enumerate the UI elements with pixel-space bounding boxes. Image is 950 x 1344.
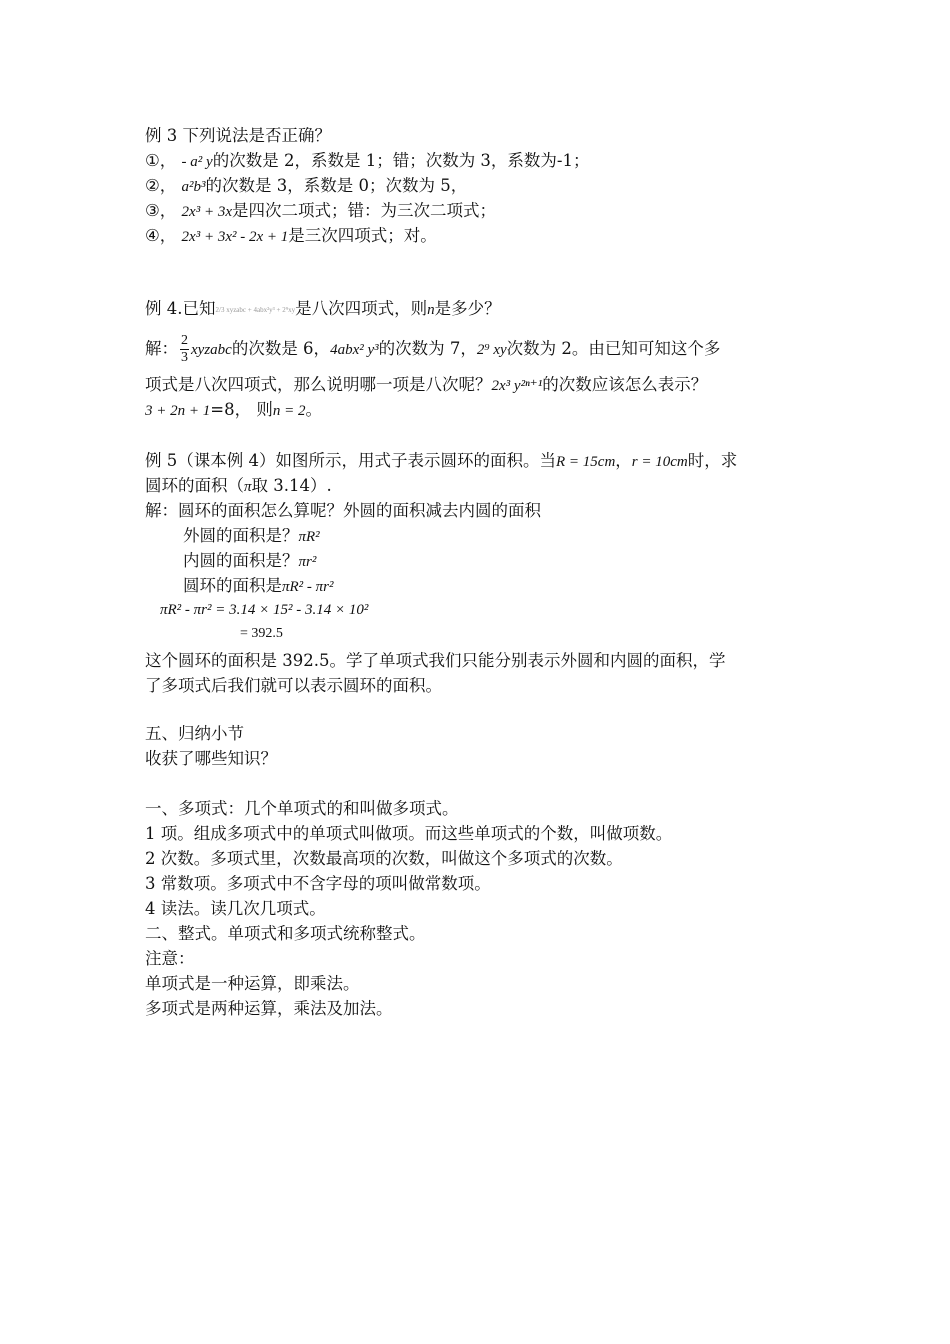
math-expression: 2x³ + 3x² - 2x + 1	[181, 229, 289, 245]
example5-solution: 解：圆环的面积怎么算呢？外圆的面积减去内圆的面积	[145, 501, 541, 520]
example3-item4	[145, 224, 437, 249]
calculation-line2: = 392.5	[240, 626, 283, 641]
math-expression: 3 + 2n + 1	[145, 403, 211, 419]
example3-item1	[145, 149, 590, 174]
item-marker: ①，	[145, 151, 177, 170]
math-expression: πr²	[298, 554, 317, 570]
calculation-line1: πR² - πr² = 3.14 × 15² - 3.14 × 10²	[160, 602, 369, 618]
conclusion-line1: 这个圆环的面积是 392.5。学了单项式我们只能分别表示外圆和内圆的面积，学	[145, 651, 726, 670]
example3-item3	[145, 199, 496, 224]
example4-solution-line1	[145, 333, 720, 366]
fraction-numerator: 2	[181, 333, 188, 348]
summary-heading: 五、归纳小节	[145, 724, 244, 743]
example4-text: 是八次四项式，则	[295, 299, 428, 318]
math-expression: a²b³	[181, 179, 206, 195]
item-text: 是三次四项式；对。	[288, 226, 437, 245]
summary-paragraph: 注意：	[145, 949, 195, 968]
item-marker: ④，	[145, 226, 177, 245]
faint-math-expression: 2/3 xyzabc + 4abx²y³ + 2⁹xy	[215, 306, 296, 314]
summary-paragraph: 一、多项式：几个单项式的和叫做多项式。	[145, 799, 459, 818]
solution-label: 解：	[145, 339, 178, 358]
outer-label: 外圆的面积是？	[183, 526, 299, 545]
math-expression: 2x³ y²ⁿ⁺¹	[491, 378, 543, 394]
example5-text: 时，求	[687, 451, 738, 470]
solution-text: =8， 则	[210, 400, 273, 419]
solution-text: 的次数是 6，	[231, 339, 331, 358]
example4-solution-line2	[145, 373, 707, 398]
solution-text: 的次数为 7，	[378, 339, 477, 358]
pi-symbol: π	[244, 479, 252, 495]
item-text: 的次数是 2，系数是 1；错；次数为 3，系数为-1；	[212, 151, 590, 170]
math-expression: n = 2	[272, 403, 306, 419]
math-expression: R = 15cm	[556, 454, 616, 470]
example5-text: 圆环的面积（	[145, 476, 244, 495]
summary-paragraph: 多项式是两种运算，乘法及加法。	[145, 999, 393, 1018]
summary-paragraph: 4 读法。读几次几项式。	[145, 899, 326, 918]
example5-text: 例 5（课本例 4）如图所示，用式子表示圆环的面积。当	[145, 451, 556, 470]
math-expression: xyzabc	[191, 342, 232, 358]
math-expression: πR²	[298, 529, 320, 545]
example4-label: 例 4.已知	[145, 299, 216, 318]
summary-paragraph: 1 项。组成多项式中的单项式叫做项。而这些单项式的个数，叫做项数。	[145, 824, 673, 843]
summary-paragraph: 3 常数项。多项式中不含字母的项叫做常数项。	[145, 874, 491, 893]
math-expression: - a² y	[181, 154, 213, 170]
example5-line1	[145, 449, 737, 474]
ring-area	[183, 574, 334, 599]
solution-text: 的次数应该怎么表示？	[542, 375, 708, 394]
math-expression: r = 10cm	[631, 454, 688, 470]
example3-title: 例 3 下列说法是否正确？	[145, 126, 331, 145]
variable-n: n	[427, 302, 435, 318]
solution-text: 项式是八次四项式，那么说明哪一项是八次呢？	[145, 375, 492, 394]
example3-item2	[145, 174, 467, 199]
math-expression: 2x³ + 3x	[181, 204, 232, 220]
math-expression: 2⁹ xy	[476, 342, 507, 358]
inner-label: 内圆的面积是？	[183, 551, 299, 570]
example4-solution-line3	[145, 398, 322, 423]
math-expression: 4abx² y³	[330, 342, 379, 358]
outer-circle-area	[183, 524, 320, 549]
math-expression: πR² - πr²	[282, 579, 334, 595]
example5-text: 取 3.14）.	[251, 476, 332, 495]
summary-paragraph: 单项式是一种运算，即乘法。	[145, 974, 360, 993]
fraction	[180, 333, 189, 366]
solution-text: 。	[305, 400, 322, 419]
summary-question: 收获了哪些知识？	[145, 749, 277, 768]
solution-text: 次数为 2。由已知可知这个多	[506, 339, 721, 358]
example4-title	[145, 297, 501, 322]
separator: ，	[615, 451, 632, 470]
item-text: 是四次二项式；错：为三次二项式；	[231, 201, 496, 220]
item-text: 的次数是 3，系数是 0；次数为 5，	[205, 176, 468, 195]
inner-circle-area	[183, 549, 316, 574]
item-marker: ②，	[145, 176, 177, 195]
summary-paragraph: 2 次数。多项式里，次数最高项的次数，叫做这个多项式的次数。	[145, 849, 623, 868]
fraction-denominator: 3	[181, 350, 188, 365]
summary-paragraph: 二、整式。单项式和多项式统称整式。	[145, 924, 426, 943]
item-marker: ③，	[145, 201, 177, 220]
conclusion-line2: 了多项式后我们就可以表示圆环的面积。	[145, 676, 442, 695]
example5-line2	[145, 474, 332, 499]
ring-label: 圆环的面积是	[183, 576, 282, 595]
example4-question: 是多少？	[434, 299, 501, 318]
